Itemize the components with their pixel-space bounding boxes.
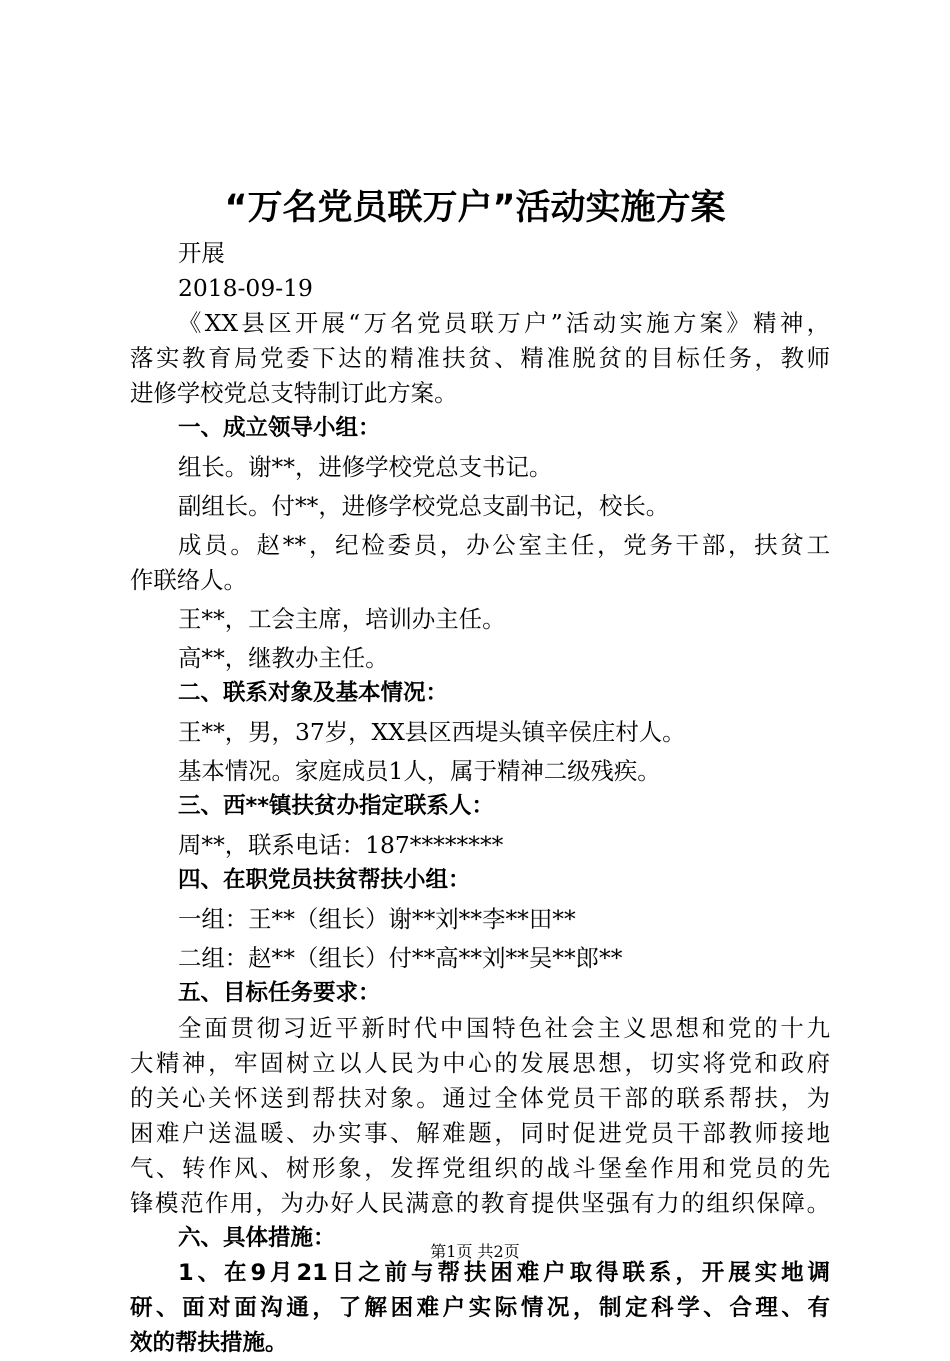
contact-person-line: 王**，男，37岁，XX县区西堤头镇辛侯庄村人。 bbox=[178, 718, 686, 746]
body-line: 气、转作风、树形象，发挥党组织的战斗堡垒作用和党员的先 bbox=[130, 1154, 830, 1182]
section-heading: 一、成立领导小组： bbox=[178, 415, 381, 441]
section-heading: 六、具体措施： bbox=[178, 1225, 336, 1251]
body-line: 全面贯彻习近平新时代中国特色社会主义思想和党的十九 bbox=[178, 1014, 830, 1042]
measure-line: 研、面对面沟通，了解困难户实际情况，制定科学、合理、有 bbox=[130, 1295, 830, 1321]
section-heading: 三、西**镇扶贫办指定联系人： bbox=[178, 793, 495, 819]
section-heading: 二、联系对象及基本情况： bbox=[178, 680, 449, 706]
document-title: “万名党员联万户”活动实施方案 bbox=[224, 188, 726, 228]
document-date: 2018-09-19 bbox=[178, 274, 313, 302]
document-body bbox=[130, 236, 830, 1361]
intro-line: 落实教育局党委下达的精准扶贫、精准脱贫的目标任务，教师 bbox=[130, 344, 830, 372]
deputy-line: 副组长。付**，进修学校党总支副书记，校长。 bbox=[178, 492, 670, 520]
member-line: 高**，继教办主任。 bbox=[178, 644, 389, 672]
section-heading: 五、目标任务要求： bbox=[178, 980, 381, 1006]
measure-line: 效的帮扶措施。 bbox=[130, 1330, 288, 1356]
page-footer: 第1页 共2页 bbox=[430, 1242, 520, 1261]
body-line: 大精神，牢固树立以人民为中心的发展思想，切实将党和政府 bbox=[130, 1049, 830, 1077]
intro-line: 《XX县区开展“万名党员联万户”活动实施方案》精神， bbox=[178, 309, 830, 337]
intro-line: 进修学校党总支特制订此方案。 bbox=[130, 379, 458, 407]
measure-line: 1、在9月21日之前与帮扶困难户取得联系，开展实地调 bbox=[178, 1260, 830, 1286]
member-line: 作联络人。 bbox=[130, 566, 247, 594]
basic-info-line: 基本情况。家庭成员1人，属于精神二级残疾。 bbox=[178, 757, 661, 785]
kicker-text: 开展 bbox=[178, 239, 225, 267]
group-line: 一组：王**（组长）谢**刘**李**田** bbox=[178, 905, 576, 933]
body-line: 锋模范作用，为办好人民满意的教育提供坚强有力的组织保障。 bbox=[130, 1189, 830, 1217]
body-line: 困难户送温暖、办实事、解难题，同时促进党员干部教师接地 bbox=[130, 1119, 830, 1147]
contact-phone-line: 周**，联系电话：187******** bbox=[178, 831, 504, 859]
member-line: 王**，工会主席，培训办主任。 bbox=[178, 605, 506, 633]
section-heading: 四、在职党员扶贫帮扶小组： bbox=[178, 867, 471, 893]
group-line: 二组：赵**（组长）付**高**刘**吴**郎** bbox=[178, 944, 623, 972]
body-line: 的关心关怀送到帮扶对象。通过全体党员干部的联系帮扶，为 bbox=[130, 1084, 830, 1112]
member-line: 成员。赵**，纪检委员，办公室主任，党务干部，扶贫工 bbox=[178, 531, 830, 559]
leader-line: 组长。谢**，进修学校党总支书记。 bbox=[178, 453, 553, 481]
